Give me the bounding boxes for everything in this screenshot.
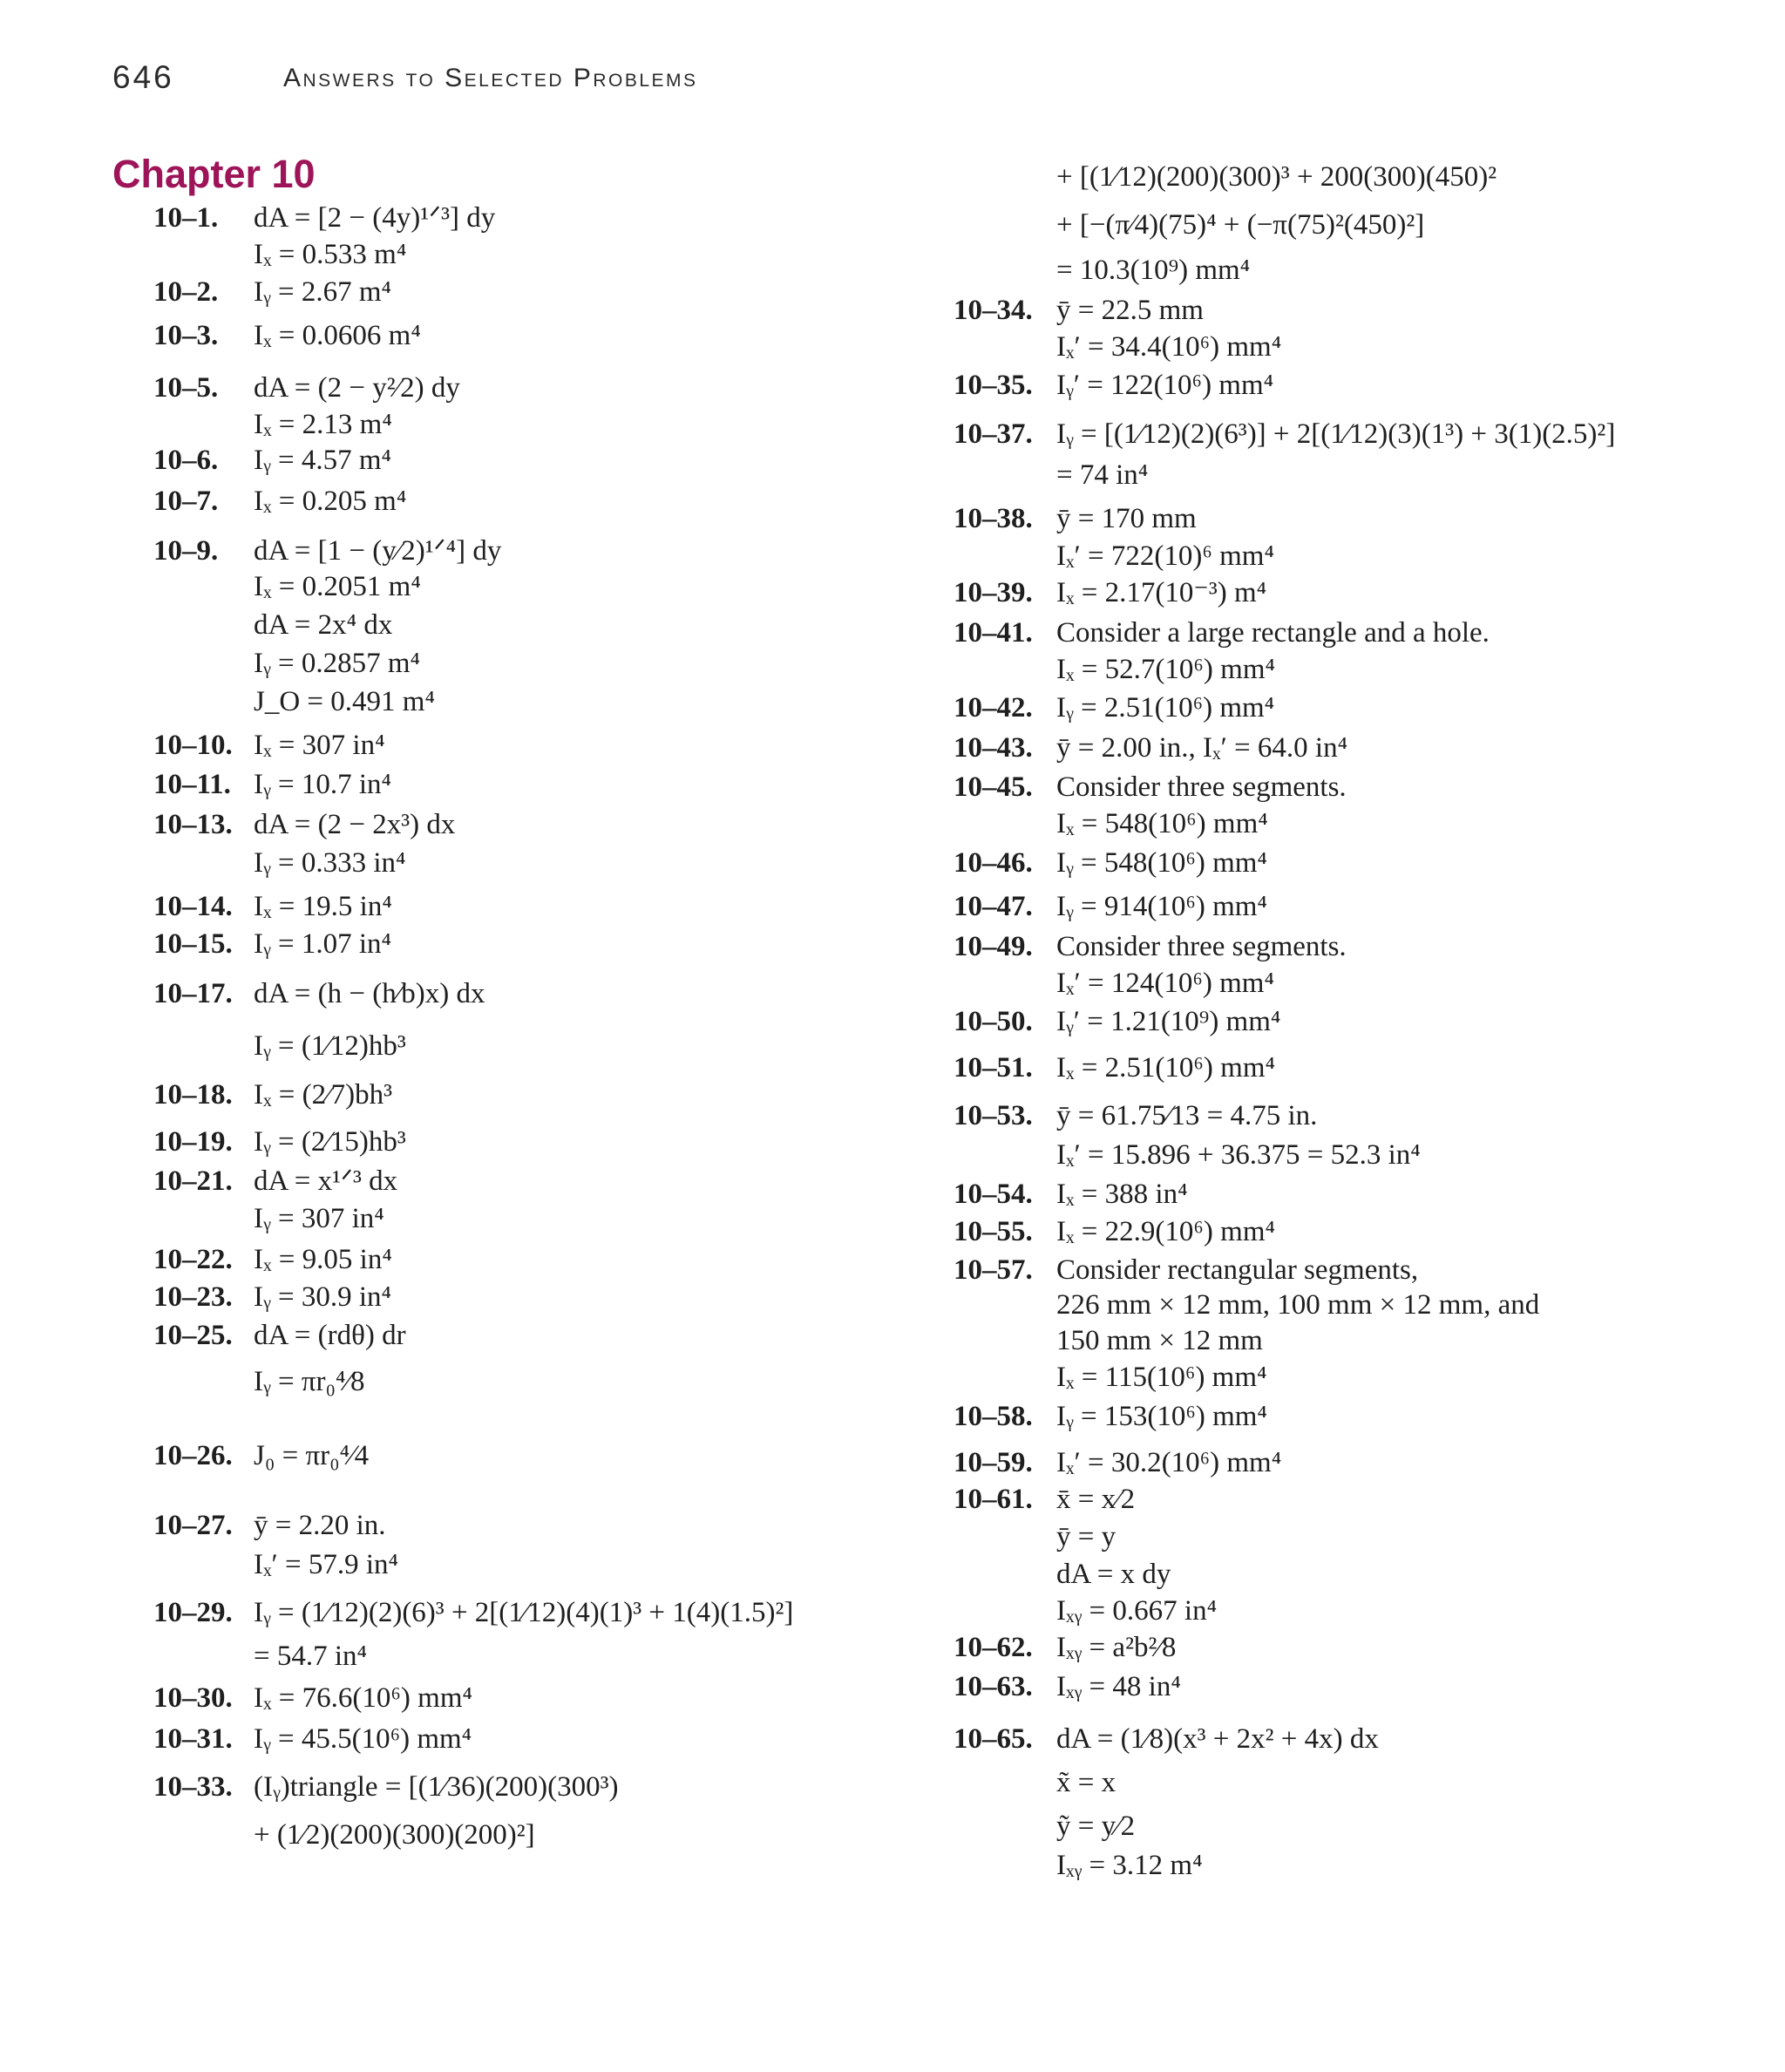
answer-text: Iₓ = 9.05 in⁴	[254, 1244, 392, 1275]
problem-number: 10–22.	[153, 1244, 233, 1275]
problem-number: 10–25.	[153, 1320, 233, 1351]
answer-text: dA = (2 − 2x³) dx	[254, 809, 456, 840]
answer-text: dA = x¹ᐟ³ dx	[254, 1165, 398, 1197]
answer-text: + [(1⁄12)(200)(300)³ + 200(300)(450)²	[1056, 161, 1497, 193]
problem-number: 10–18.	[153, 1079, 233, 1111]
problem-number: 10–29.	[153, 1597, 233, 1628]
problem-number: 10–26.	[153, 1440, 233, 1471]
answer-text: Iₓ = 388 in⁴	[1056, 1179, 1188, 1210]
answer-text: = 10.3(10⁹) mm⁴	[1056, 255, 1251, 286]
problem-number: 10–65.	[954, 1723, 1033, 1755]
problem-number: 10–21.	[153, 1165, 233, 1197]
problem-number: 10–38.	[954, 503, 1033, 534]
answer-text: Iₓ = 0.533 m⁴	[254, 239, 407, 270]
problem-number: 10–17.	[153, 978, 233, 1009]
answer-text: Iᵧ = (1⁄12)(2)(6)³ + 2[(1⁄12)(4)(1)³ + 1(4)(1.5)²]	[254, 1597, 794, 1628]
problem-number: 10–41.	[954, 617, 1033, 649]
answer-text: dA = (h − (h⁄b)x) dx	[254, 978, 485, 1009]
answer-text: Iₓ = 2.13 m⁴	[254, 409, 392, 440]
problem-number: 10–23.	[153, 1281, 233, 1313]
answer-text: Consider rectangular segments,	[1056, 1254, 1419, 1286]
problem-number: 10–55.	[954, 1216, 1033, 1247]
answer-text: ȳ = 2.20 in.	[254, 1510, 386, 1541]
answer-text: Iᵧ = 30.9 in⁴	[254, 1281, 392, 1313]
answer-text: Iᵧ = 1.07 in⁴	[254, 928, 392, 960]
problem-number: 10–45.	[954, 771, 1033, 803]
answer-text: = 74 in⁴	[1056, 459, 1149, 491]
answer-text: Iₓ = (2⁄7)bh³	[254, 1079, 393, 1111]
answer-text: 226 mm × 12 mm, 100 mm × 12 mm, and	[1056, 1289, 1540, 1321]
answer-text: Iₓ′ = 124(10⁶) mm⁴	[1056, 968, 1274, 999]
answer-text: Iₓᵧ = 3.12 m⁴	[1056, 1850, 1203, 1881]
answer-text: Iᵧ = [(1⁄12)(2)(6³)] + 2[(1⁄12)(3)(1³) + 3(1)(2.5)²]	[1056, 418, 1616, 450]
problem-number: 10–54.	[954, 1179, 1033, 1210]
problem-number: 10–10.	[153, 730, 233, 761]
answer-text: J_O = 0.491 m⁴	[254, 686, 435, 717]
problem-number: 10–1.	[153, 202, 219, 234]
answer-text: Iₓ = 548(10⁶) mm⁴	[1056, 808, 1268, 839]
answer-text: Iₓ = 0.0606 m⁴	[254, 320, 421, 351]
problem-number: 10–59.	[954, 1447, 1033, 1478]
running-title: Answers to Selected Problems	[283, 64, 698, 92]
problem-number: 10–14.	[153, 891, 233, 922]
answer-text: dA = (1⁄8)(x³ + 2x² + 4x) dx	[1056, 1723, 1379, 1755]
problem-number: 10–46.	[954, 847, 1033, 879]
answer-text: Iₓ′ = 15.896 + 36.375 = 52.3 in⁴	[1056, 1139, 1421, 1171]
answer-text: Iₓᵧ = a²b²⁄8	[1056, 1632, 1177, 1663]
problem-number: 10–49.	[954, 931, 1033, 962]
answer-text: dA = 2x⁴ dx	[254, 609, 393, 641]
answer-text: + (1⁄2)(200)(300)(200)²]	[254, 1819, 535, 1851]
answer-text: ȳ = 61.75⁄13 = 4.75 in.	[1056, 1100, 1318, 1131]
problem-number: 10–34.	[954, 295, 1033, 326]
problem-number: 10–53.	[954, 1100, 1033, 1131]
answer-text: Iₓ = 76.6(10⁶) mm⁴	[254, 1682, 472, 1714]
answer-text: Iₓ′ = 34.4(10⁶) mm⁴	[1056, 331, 1282, 363]
problem-number: 10–47.	[954, 891, 1033, 922]
answer-text: Iₓ = 52.7(10⁶) mm⁴	[1056, 654, 1275, 685]
problem-number: 10–33.	[153, 1771, 233, 1803]
answer-text: Iₓᵧ = 0.667 in⁴	[1056, 1595, 1218, 1627]
answer-text: Iₓ = 115(10⁶) mm⁴	[1056, 1362, 1267, 1393]
problem-number: 10–27.	[153, 1510, 233, 1541]
answer-text: Iₓ′ = 30.2(10⁶) mm⁴	[1056, 1447, 1282, 1478]
answer-text: ȳ = 2.00 in., Iₓ′ = 64.0 in⁴	[1056, 732, 1348, 764]
answer-text: dA = x dy	[1056, 1559, 1171, 1590]
answer-text: Consider three segments.	[1056, 771, 1347, 803]
answer-text: Iₓ′ = 722(10)⁶ mm⁴	[1056, 540, 1274, 572]
problem-number: 10–63.	[954, 1671, 1033, 1702]
problem-number: 10–31.	[153, 1723, 233, 1755]
problem-number: 10–50.	[954, 1006, 1033, 1037]
problem-number: 10–2.	[153, 276, 219, 308]
answer-text: (Iᵧ)triangle = [(1⁄36)(200)(300³)	[254, 1771, 619, 1803]
answer-text: Iᵧ = 2.67 m⁴	[254, 276, 392, 308]
problem-number: 10–15.	[153, 928, 233, 960]
answer-text: Iₓ = 2.17(10⁻³) m⁴	[1056, 577, 1267, 608]
answer-text: Consider a large rectangle and a hole.	[1056, 617, 1490, 649]
problem-number: 10–42.	[954, 692, 1033, 724]
problem-number: 10–3.	[153, 320, 219, 351]
answer-text: Iᵧ = 548(10⁶) mm⁴	[1056, 847, 1267, 879]
answer-text: dA = [1 − (y⁄2)¹ᐟ⁴] dy	[254, 535, 502, 567]
answer-text: + [−(π⁄4)(75)⁴ + (−π(75)²(450)²]	[1056, 209, 1425, 241]
problem-number: 10–37.	[954, 418, 1033, 450]
problem-number: 10–35.	[954, 370, 1033, 401]
answer-text: Iᵧ = 10.7 in⁴	[254, 769, 392, 800]
answer-text: Iᵧ = 307 in⁴	[254, 1203, 384, 1234]
answer-text: Iₓ = 19.5 in⁴	[254, 891, 392, 922]
page-number: 646	[112, 59, 174, 95]
answer-text: Iᵧ = πr₀⁴⁄8	[254, 1366, 365, 1397]
problem-number: 10–7.	[153, 486, 219, 517]
problem-number: 10–6.	[153, 445, 219, 476]
answer-text: J₀ = πr₀⁴⁄4	[254, 1440, 370, 1471]
answer-text: ỹ = y⁄2	[1056, 1810, 1136, 1842]
problem-number: 10–62.	[954, 1632, 1033, 1663]
answer-text: Consider three segments.	[1056, 931, 1347, 962]
problem-number: 10–5.	[153, 372, 219, 404]
problem-number: 10–57.	[954, 1254, 1033, 1286]
answer-text: dA = (rdθ) dr	[254, 1320, 406, 1351]
problem-number: 10–39.	[954, 577, 1033, 608]
answer-text: Iᵧ = 0.333 in⁴	[254, 847, 406, 879]
answer-text: x̃ = x	[1056, 1767, 1116, 1798]
answer-text: Iₓ = 0.2051 m⁴	[254, 571, 421, 602]
answer-text: Iᵧ = (2⁄15)hb³	[254, 1126, 406, 1158]
problem-number: 10–13.	[153, 809, 233, 840]
answer-text: Iᵧ = 153(10⁶) mm⁴	[1056, 1401, 1267, 1432]
answer-text: Iₓ = 0.205 m⁴	[254, 486, 407, 517]
answer-text: ȳ = y	[1056, 1521, 1116, 1552]
answer-text: dA = (2 − y²⁄2) dy	[254, 372, 460, 404]
chapter-title: Chapter 10	[112, 152, 316, 196]
problem-number: 10–51.	[954, 1052, 1033, 1084]
answer-text: 150 mm × 12 mm	[1056, 1325, 1263, 1356]
answer-text: Iₓᵧ = 48 in⁴	[1056, 1671, 1181, 1702]
answer-text: = 54.7 in⁴	[254, 1641, 368, 1672]
problem-number: 10–61.	[954, 1484, 1033, 1515]
answer-text: Iₓ = 2.51(10⁶) mm⁴	[1056, 1052, 1275, 1084]
answer-text: Iᵧ′ = 122(10⁶) mm⁴	[1056, 370, 1274, 401]
answer-text: Iᵧ = 0.2857 m⁴	[254, 648, 421, 679]
answer-text: Iᵧ = 4.57 m⁴	[254, 445, 392, 476]
answer-text: Iₓ = 22.9(10⁶) mm⁴	[1056, 1216, 1275, 1247]
problem-number: 10–30.	[153, 1682, 233, 1714]
answer-text: Iᵧ = 45.5(10⁶) mm⁴	[254, 1723, 472, 1755]
problem-number: 10–19.	[153, 1126, 233, 1158]
answer-text: Iᵧ = 2.51(10⁶) mm⁴	[1056, 692, 1275, 724]
answer-text: Iₓ′ = 57.9 in⁴	[254, 1549, 399, 1580]
problem-number: 10–58.	[954, 1401, 1033, 1432]
answer-text: ȳ = 170 mm	[1056, 503, 1197, 534]
answer-text: Iᵧ′ = 1.21(10⁹) mm⁴	[1056, 1006, 1281, 1037]
problem-number: 10–9.	[153, 535, 219, 567]
answer-text: Iₓ = 307 in⁴	[254, 730, 385, 761]
problem-number: 10–43.	[954, 732, 1033, 764]
answer-text: ȳ = 22.5 mm	[1056, 295, 1204, 326]
answer-text: Iᵧ = 914(10⁶) mm⁴	[1056, 891, 1267, 922]
answer-text: dA = [2 − (4y)¹ᐟ³] dy	[254, 202, 496, 234]
problem-number: 10–11.	[153, 769, 231, 800]
answer-text: x̄ = x⁄2	[1056, 1484, 1136, 1515]
answer-text: Iᵧ = (1⁄12)hb³	[254, 1030, 406, 1062]
